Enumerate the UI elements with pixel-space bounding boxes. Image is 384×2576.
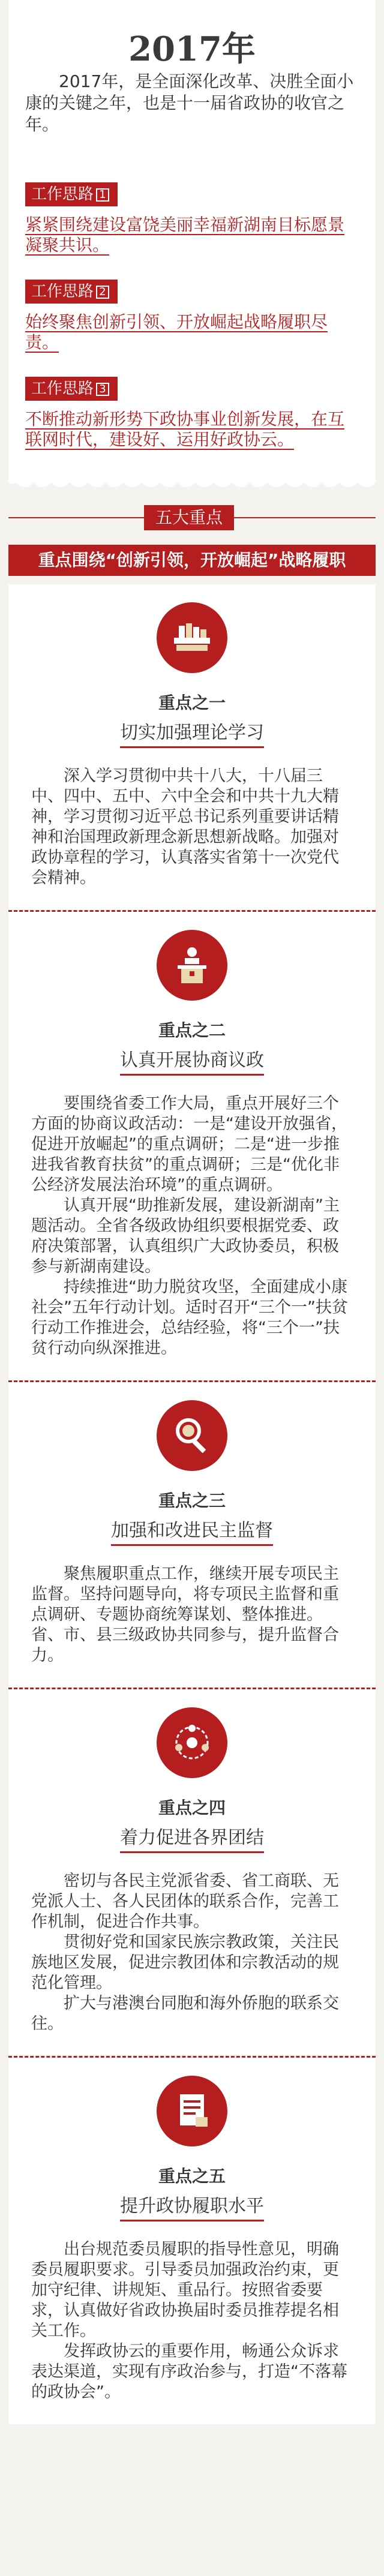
thinking-block-3 [25,377,359,450]
point-paragraph: 扩大与港澳台同胞和海外侨胞的联系交往。 [31,1994,339,2033]
point-label: 重点之二 [158,1020,226,1040]
five-points-header [0,500,384,584]
point-body [31,766,353,888]
point-label: 重点之三 [158,1491,226,1511]
magnifier-icon [157,1400,227,1471]
point-title: 认真开展协商议政 [120,1045,264,1076]
thinking-tag-number: 2 [96,286,109,299]
point-paragraph: 发挥政协云的重要作用，畅通公众诉求表达渠道，实现有序政治参与，打造“不落幕的政协会”。 [31,2342,347,2401]
point-label: 重点之一 [158,693,226,713]
point-body [31,1094,353,1359]
thinking-text: 不断推动新形势下政协事业创新发展，在互联网时代，建设好、运用好政协云。 [25,409,345,449]
thinking-text: 紧紧围绕建设富饶美丽幸福新湖南目标愿景凝聚共识。 [25,215,345,255]
point-title: 切实加强理论学习 [120,717,264,748]
point-paragraph: 出台规范委员履职的指导性意见，明确委员履职要求。引导委员加强政治约束，更加守纪律、讲规矩、重品行。按照省委要求，认真做好省政协换届时委员推荐提名相关工作。 [31,2240,339,2340]
year-title: 2017年 [128,29,256,69]
intro-text: 2017年，是全面深化改革、决胜全面小康的关键之年，也是十一届省政协的收官之年。 [25,71,354,134]
thinking-tag-label: 工作思路 [31,185,94,203]
point-paragraph: 认真开展“助推新发展，建设新湖南”主题活动。全省各级政协组织要根据党委、政府决策部署，认真组织广大政协委员，积极参与新湖南建设。 [31,1196,340,1276]
thinking-tag [25,280,118,304]
wave-divider [8,474,376,498]
point-title: 加强和改进民主监督 [111,1515,273,1546]
point-paragraph: 持续推进“助力脱贫攻坚，全面建成小康社会”五年行动计划。适时召开“三个一”扶贫行动工作推进会，总结经验，将“三个一”扶贫行动向纵深推进。 [31,1278,348,1358]
point-body [31,2239,353,2403]
point-label: 重点之四 [158,1798,226,1818]
thinking-text: 始终聚焦创新引领、开放崛起战略履职尽责。 [25,312,328,352]
thinking-block-1 [25,182,359,256]
point-body [31,1564,353,1666]
unity-icon [157,1707,227,1778]
point-section-4 [8,1689,376,2056]
point-section-3 [8,1382,376,1688]
point-body [31,1871,353,2034]
thinking-block-2 [25,280,359,353]
point-label: 重点之五 [158,2166,226,2186]
strategy-banner: 重点围绕“创新引领，开放崛起”战略履职 [8,545,376,576]
thinking-tag [25,182,118,206]
point-paragraph: 聚焦履职重点工作，继续开展专项民主监督。坚持问题导向，将专项民主监督和重点调研、专题协商统筹谋划、整体推进。省、市、县三级政协共同参与，提升监督合力。 [31,1565,339,1665]
point-paragraph: 深入学习贯彻中共十八大，十八届三中、四中、五中、六中全会和中共十九大精神，学习贯彻习近平总书记系列重要讲话精神和治国理政新理念新思想新战略。加强对政协章程的学习，认真落实省第十一次党代会精神。 [31,767,339,887]
point-title: 提升政协履职水平 [120,2191,264,2221]
thinking-tag-label: 工作思路 [31,283,94,301]
five-points-label: 五大重点 [144,505,234,530]
point-paragraph: 贯彻好党和国家民族宗教政策，关注民族地区发展，促进宗教团体和宗教活动的规范化管理。 [31,1933,339,1992]
point-paragraph: 要围绕省委工作大局，重点开展好三个方面的协商议政活动：一是“建设开放强省，促进开放崛起”的重点调研；二是“进一步推进我省教育扶贫”的重点调研；三是“优化非公经济发展法治环境”的重点调研。 [31,1094,347,1194]
thinking-tag-number: 1 [96,188,109,202]
point-paragraph: 密切与各民主党派省委、省工商联、无党派人士、各人民团体的联系合作，完善工作机制，促进合作共事。 [31,1872,339,1931]
point-title: 着力促进各界团结 [120,1823,264,1853]
document-icon [157,2076,227,2146]
thinking-tag-label: 工作思路 [31,380,94,398]
thinking-tag-number: 3 [96,383,109,396]
point-section-2 [8,912,376,1380]
point-section-1 [8,584,376,910]
intro-card [8,0,376,474]
point-section-5 [8,2058,376,2424]
thinking-tag [25,377,118,401]
podium-icon [157,930,227,1001]
footer-space [0,2424,384,2460]
books-icon [157,602,227,673]
